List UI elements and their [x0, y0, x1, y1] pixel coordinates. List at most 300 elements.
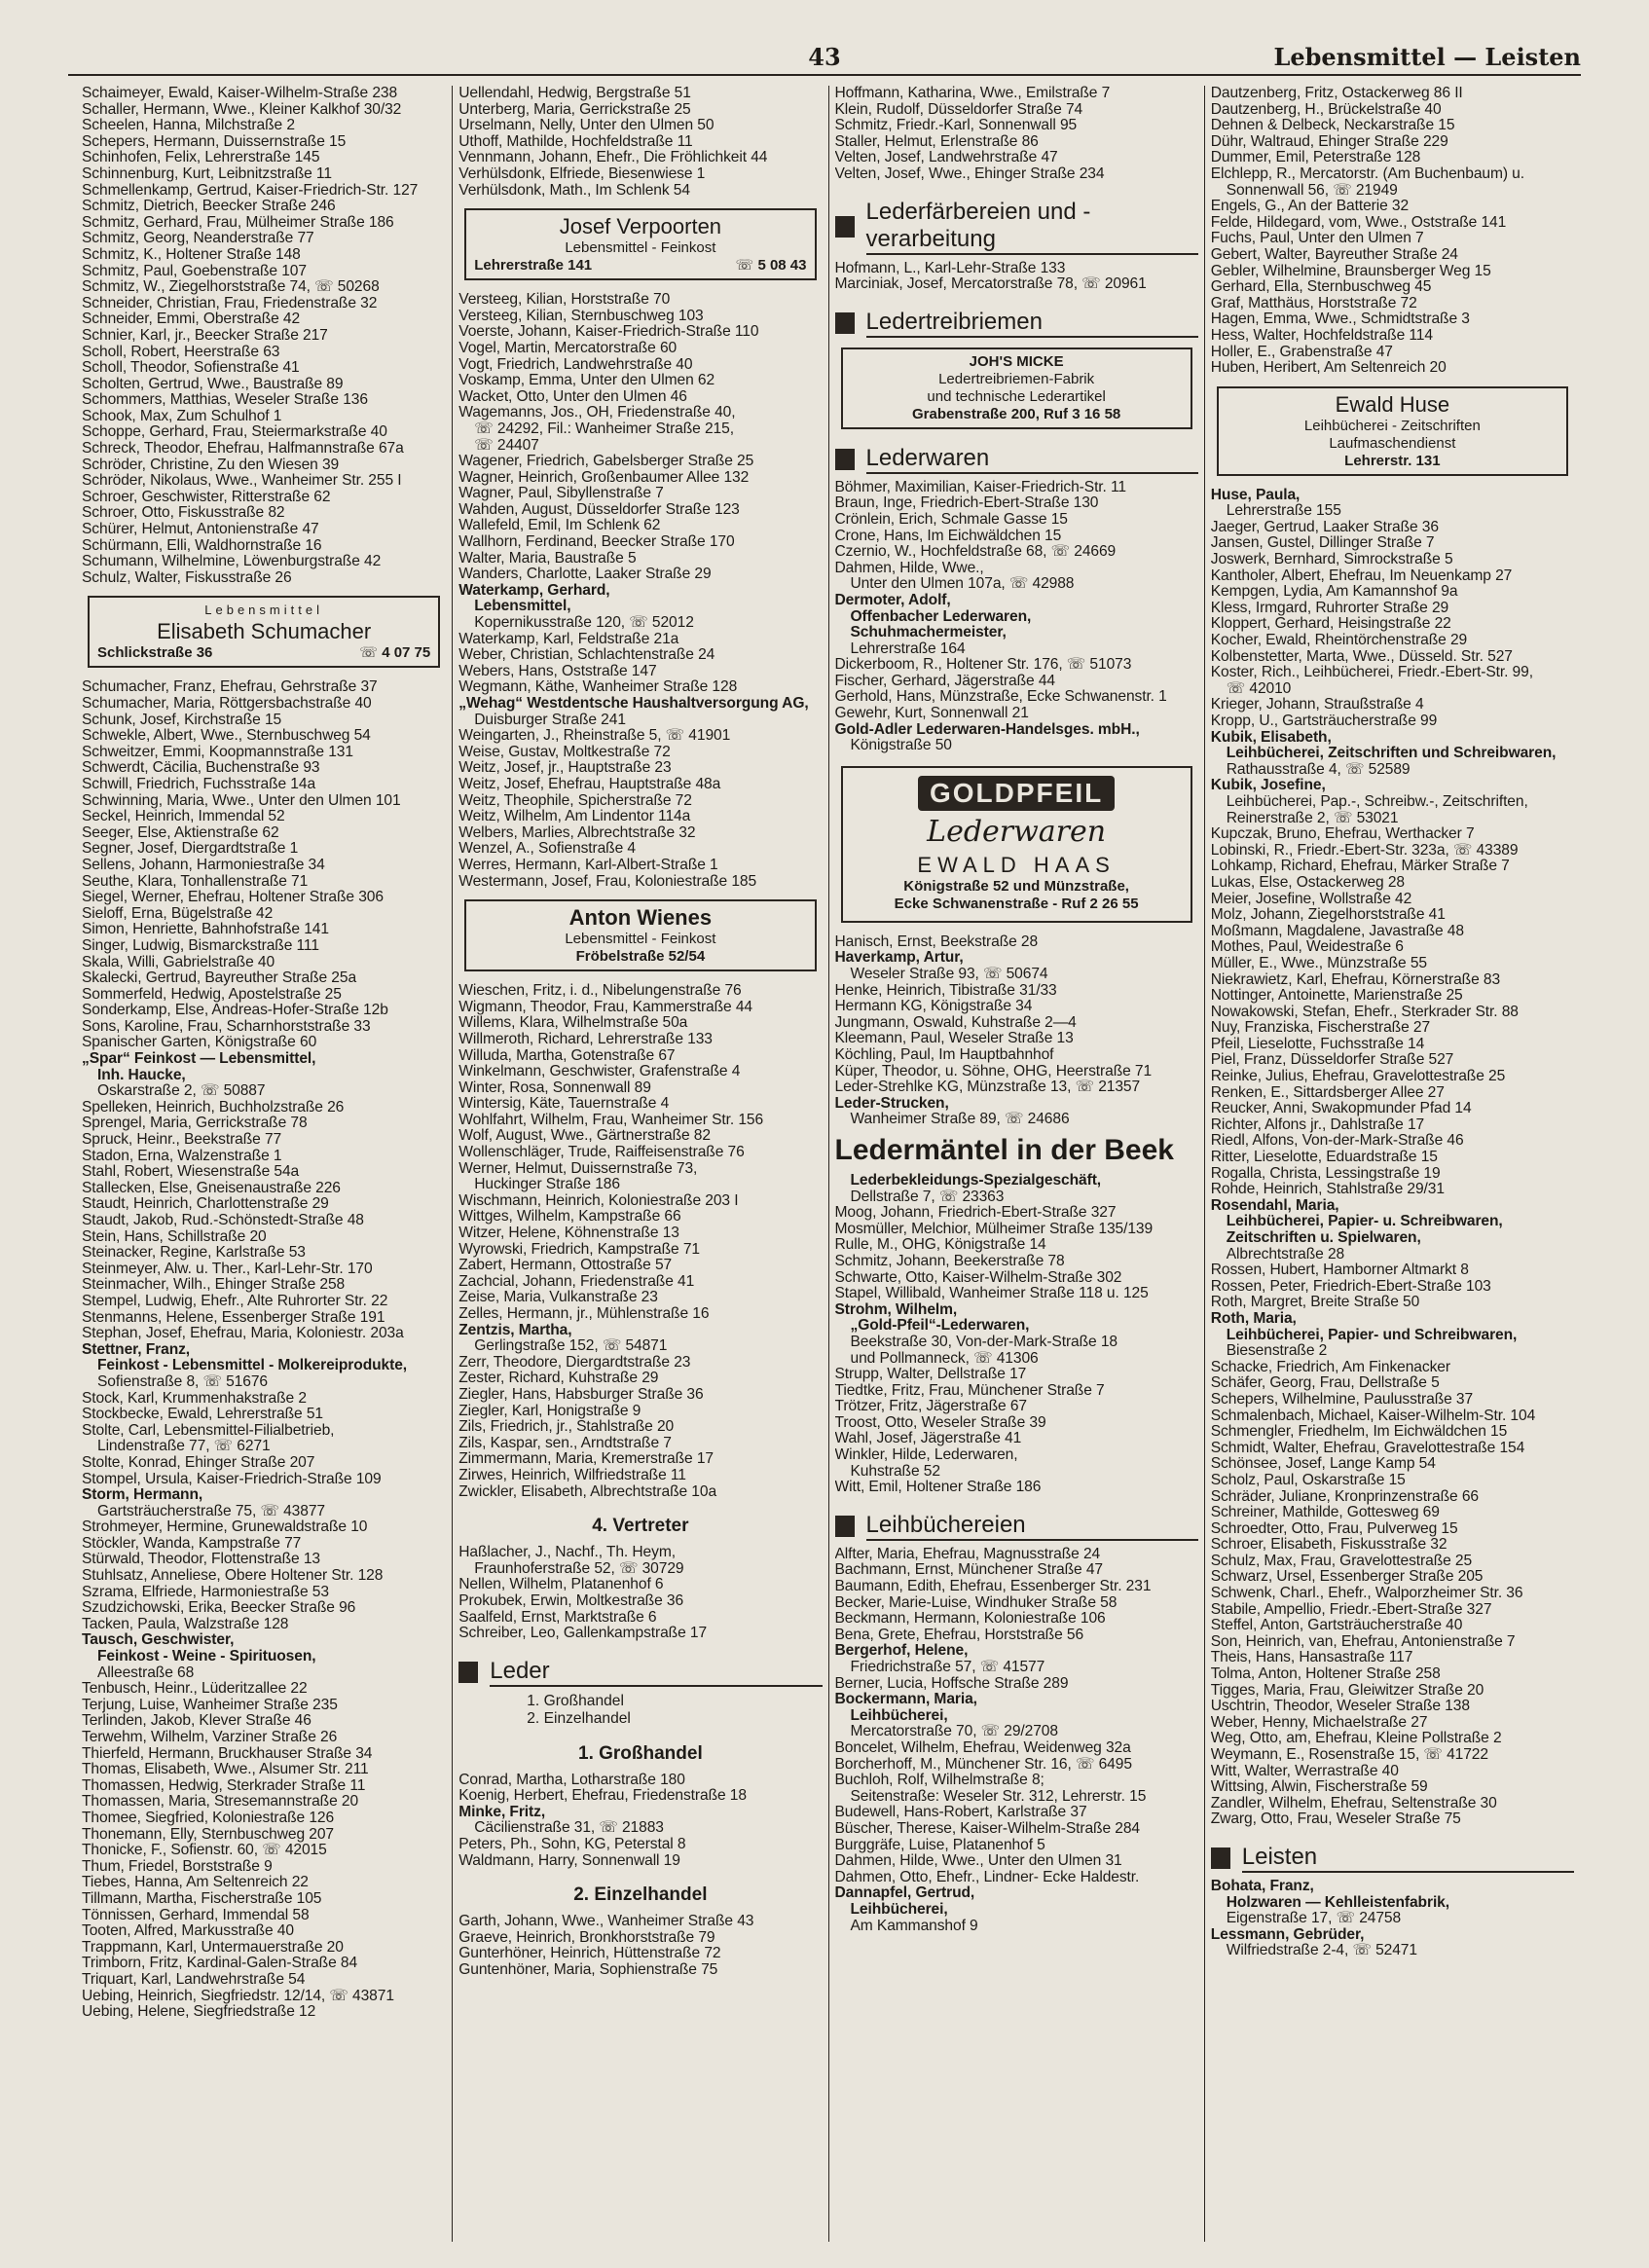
directory-entry: Moßmann, Magdalene, Javastraße 48 [1210, 923, 1464, 939]
directory-entry: Kempgen, Lydia, Am Kamannshof 9a [1210, 584, 1458, 601]
directory-entry: Stallecken, Else, Gneisenaustraße 226 [82, 1180, 341, 1196]
directory-entry: Schmellenkamp, Gertrud, Kaiser-Friedrich-Str. 127 [82, 182, 419, 199]
directory-entry: Weise, Gustav, Moltkestraße 72 [458, 744, 671, 760]
page-number: 43 [808, 43, 841, 71]
directory-entry: Schreck, Theodor, Ehefrau, Halfmannstraße 67a [82, 441, 404, 457]
directory-entry: Wallefeld, Emil, Im Schlenk 62 [458, 518, 661, 534]
directory-entry: Schönsee, Josef, Lange Kamp 54 [1210, 1456, 1436, 1473]
directory-entry: Winkler, Hilde, Lederwaren, [834, 1447, 1018, 1464]
directory-entry: „Wehag“ Westdentsche Haushaltversorgung AG, [458, 696, 809, 712]
advert-line: Laufmaschendienst [1329, 434, 1456, 452]
directory-entry: Schumacher, Maria, Röttgersbachstraße 40 [82, 696, 372, 712]
directory-entry: Thomassen, Maria, Stresemannstraße 20 [82, 1794, 359, 1811]
directory-entry: Alleestraße 68 [97, 1664, 195, 1681]
directory-entry: Troost, Otto, Weseler Straße 39 [834, 1414, 1046, 1431]
directory-entry: Schumacher, Franz, Ehefrau, Gehrstraße 37 [82, 679, 378, 696]
section-title: Leisten [1242, 1844, 1574, 1873]
section-title: Leihbüchereien [866, 1512, 1198, 1541]
directory-entry: Huse, Paula, [1210, 487, 1301, 503]
directory-entry: Leihbücherei, [850, 1901, 948, 1918]
directory-entry: Gebler, Wilhelmine, Braunsberger Weg 15 [1210, 263, 1491, 279]
directory-entry: Strohmeyer, Hermine, Grunewaldstraße 10 [82, 1519, 368, 1536]
entry-list [835, 86, 1198, 183]
directory-entry: Seckel, Heinrich, Immendal 52 [82, 809, 285, 825]
directory-entry: Stenmanns, Helene, Essenberger Straße 191 [82, 1309, 385, 1326]
directory-entry: Marciniak, Josef, Mercatorstraße 78, ☏ 20961 [834, 276, 1147, 293]
directory-entry: Schroedter, Otto, Frau, Pulverweg 15 [1210, 1520, 1458, 1537]
directory-entry: Skala, Willi, Gabrielstraße 40 [82, 954, 275, 970]
directory-entry: Piel, Franz, Düsseldorfer Straße 527 [1210, 1052, 1454, 1069]
directory-entry: Hess, Walter, Hochfeldstraße 114 [1210, 327, 1433, 344]
directory-entry: Simon, Henriette, Bahnhofstraße 141 [82, 922, 329, 938]
directory-entry: Lebensmittel, [474, 599, 571, 615]
directory-entry: Meier, Josefine, Wollstraße 42 [1210, 891, 1412, 907]
directory-entry: Sommerfeld, Hedwig, Apostelstraße 25 [82, 986, 342, 1003]
directory-entry: Wintersig, Käte, Tauernstraße 4 [458, 1096, 670, 1113]
directory-entry: Wahl, Josef, Jägerstraße 41 [834, 1431, 1022, 1447]
directory-entry: Leihbücherei, [850, 1707, 948, 1724]
column-4 [1204, 86, 1580, 2242]
directory-entry: Wischmann, Heinrich, Koloniestraße 203 I [458, 1192, 739, 1209]
directory-entry: Stürwald, Theodor, Flottenstraße 13 [82, 1552, 320, 1568]
directory-entry: Kantholer, Albert, Ehefrau, Im Neuenkamp 27 [1210, 567, 1513, 584]
directory-entry: Stolte, Konrad, Ehinger Straße 207 [82, 1454, 315, 1471]
directory-entry: Duisburger Straße 241 [474, 712, 626, 728]
section-marker-icon [835, 312, 855, 334]
advert-address: Lehrerstr. 131 [1344, 452, 1441, 469]
directory-entry: Gartsträucherstraße 75, ☏ 43877 [97, 1503, 325, 1519]
directory-entry: Stein, Hans, Schillstraße 20 [82, 1228, 267, 1245]
directory-entry: Velten, Josef, Landwehrstraße 47 [834, 150, 1058, 166]
directory-entry: Holzwaren — Kehlleistenfabrik, [1226, 1894, 1449, 1911]
directory-entry: Schepers, Hermann, Duissernstraße 15 [82, 133, 347, 150]
directory-entry: Wilfriedstraße 2-4, ☏ 52471 [1226, 1943, 1417, 1959]
directory-entry: Dahmen, Hilde, Wwe., [834, 560, 984, 576]
entry-list [458, 983, 822, 1500]
directory-entry: Niekrawietz, Karl, Ehefrau, Körnerstraße 83 [1210, 971, 1501, 988]
advert-headline: Ledermäntel in der Beek [834, 1133, 1174, 1166]
directory-entry: Schulz, Max, Frau, Gravelottestraße 25 [1210, 1553, 1473, 1569]
directory-entry: Uebing, Helene, Siegfriedstraße 12 [82, 2004, 316, 2021]
directory-entry: Waterkamp, Gerhard, [458, 582, 610, 599]
directory-entry: Dautzenberg, H., Brückelstraße 40 [1210, 101, 1442, 118]
directory-entry: Schroer, Otto, Fiskusstraße 82 [82, 505, 285, 522]
directory-entry: Stempel, Ludwig, Ehefr., Alte Ruhrorter Str. 22 [82, 1293, 388, 1309]
directory-entry: Stompel, Ursula, Kaiser-Friedrich-Straße 109 [82, 1471, 382, 1487]
directory-entry: Kocher, Ewald, Rheintörchenstraße 29 [1210, 633, 1468, 649]
entry-list [82, 86, 446, 586]
directory-entry: Dellstraße 7, ☏ 23363 [850, 1189, 1005, 1205]
advert-tagline: Lebensmittel - Feinkost [565, 931, 716, 948]
directory-entry: Zirwes, Heinrich, Wilfriedstraße 11 [458, 1467, 686, 1483]
directory-entry: Rosendahl, Maria, [1210, 1197, 1339, 1214]
directory-entry: Inh. Haucke, [97, 1067, 186, 1083]
directory-entry: Steinmeyer, Alw. u. Ther., Karl-Lehr-Str. 170 [82, 1261, 373, 1277]
directory-entry: Buchloh, Rolf, Wilhelmstraße 8; [834, 1773, 1044, 1789]
directory-entry: Roth, Maria, [1210, 1310, 1297, 1327]
directory-entry: Waldmann, Harry, Sonnenwall 19 [458, 1852, 680, 1869]
directory-entry: und Pollmanneck, ☏ 41306 [850, 1350, 1039, 1367]
entry-list [458, 292, 822, 890]
directory-entry: Bena, Grete, Ehefrau, Horststraße 56 [834, 1627, 1084, 1643]
directory-entry: Joswerk, Bernhard, Simrockstraße 5 [1210, 552, 1453, 568]
directory-entry: Leder-Strucken, [834, 1095, 949, 1112]
directory-entry: Graf, Matthäus, Horststraße 72 [1210, 295, 1417, 311]
column-1 [76, 86, 452, 2242]
advert-phone: ☏ 5 08 43 [735, 257, 807, 274]
directory-entry: Dühr, Waltraud, Ehinger Straße 229 [1210, 133, 1448, 150]
directory-entry: Mercatorstraße 70, ☏ 29/2708 [850, 1724, 1058, 1740]
directory-entry: Schnier, Karl, jr., Beecker Straße 217 [82, 327, 328, 344]
directory-entry: Seitenstraße: Weseler Str. 312, Lehrerstr. 15 [850, 1788, 1147, 1805]
directory-entry: Bachmann, Ernst, Münchener Straße 47 [834, 1562, 1103, 1579]
directory-entry: Schwarte, Otto, Kaiser-Wilhelm-Straße 302 [834, 1269, 1122, 1286]
directory-entry: Fischer, Gerhard, Jägerstraße 44 [834, 673, 1055, 689]
directory-entry: Wanheimer Straße 89, ☏ 24686 [850, 1112, 1070, 1128]
directory-entry: Tenbusch, Heinr., Lüderitzallee 22 [82, 1681, 308, 1698]
directory-entry: Am Kammanshof 9 [850, 1918, 978, 1934]
advert-name: Elisabeth Schumacher [157, 619, 372, 644]
directory-entry: Versteeg, Kilian, Sternbuschweg 103 [458, 308, 704, 324]
section-marker-icon [835, 216, 855, 238]
directory-entry: Uthoff, Mathilde, Hochfeldstraße 11 [458, 133, 693, 150]
directory-entry: Vogel, Martin, Mercatorstraße 60 [458, 340, 678, 356]
directory-entry: Kubik, Elisabeth, [1210, 729, 1332, 746]
directory-entry: Steinacker, Regine, Karlstraße 53 [82, 1245, 306, 1262]
directory-entry: Spelleken, Heinrich, Buchholzstraße 26 [82, 1099, 345, 1116]
directory-entry: Strupp, Walter, Dellstraße 17 [834, 1367, 1027, 1383]
directory-entry: Prokubek, Erwin, Moltkestraße 36 [458, 1592, 684, 1609]
directory-entry: Molz, Johann, Ziegelhorststraße 41 [1210, 907, 1446, 924]
directory-entry: Stolte, Carl, Lebensmittel-Filialbetrieb, [82, 1422, 335, 1439]
directory-entry: Skalecki, Gertrud, Bayreuther Straße 25a [82, 970, 357, 987]
section-marker-icon [1211, 1847, 1230, 1869]
directory-entry: Weber, Henny, Michaelstraße 27 [1210, 1714, 1428, 1731]
directory-entry: Staudt, Jakob, Rud.-Schönstedt-Straße 48 [82, 1213, 364, 1228]
directory-entry: Lehrerstraße 155 [1226, 503, 1341, 520]
advert-micke [841, 348, 1192, 429]
directory-entry: Weseler Straße 93, ☏ 50674 [850, 967, 1048, 983]
advert-schumacher [88, 596, 440, 668]
directory-entry: Conrad, Martha, Lotharstraße 180 [458, 1772, 685, 1788]
directory-entry: Szudzichowski, Erika, Beecker Straße 96 [82, 1600, 356, 1617]
directory-entry: ☏ 24407 [474, 437, 539, 454]
directory-entry: Gerhold, Hans, Münzstraße, Ecke Schwanenstr. 1 [834, 689, 1167, 706]
directory-entry: „Spar“ Feinkost — Lebensmittel, [82, 1051, 316, 1068]
directory-entry: Budewell, Hans-Robert, Karlstraße 37 [834, 1805, 1087, 1821]
directory-entry: Sofienstraße 8, ☏ 51676 [97, 1373, 268, 1390]
directory-entry: Tolma, Anton, Holtener Straße 258 [1210, 1666, 1441, 1683]
section-heading-leisten [1211, 1844, 1574, 1873]
directory-entry: Koster, Rich., Leihbücherei, Friedr.-Ebert-Str. 99, [1210, 665, 1533, 681]
directory-entry: Stock, Karl, Krummenhakstraße 2 [82, 1390, 307, 1407]
directory-entry: Stuhlsatz, Anneliese, Obere Holtener Str. 128 [82, 1568, 384, 1585]
directory-entry: Boncelet, Wilhelm, Ehefrau, Weidenweg 32a [834, 1739, 1131, 1756]
directory-entry: Berner, Lucia, Hoffsche Straße 289 [834, 1675, 1069, 1692]
directory-entry: Tönnissen, Gerhard, Immendal 58 [82, 1907, 310, 1923]
directory-entry: Nowakowski, Stefan, Ehefr., Sterkrader Str. 88 [1210, 1004, 1519, 1020]
section-marker-icon [835, 449, 855, 470]
directory-entry: Küper, Theodor, u. Söhne, OHG, Heerstraße 71 [834, 1063, 1153, 1079]
section-title: Lederfärbereien und -verarbeitung [866, 199, 1198, 255]
directory-entry: Szrama, Elfriede, Harmoniestraße 53 [82, 1584, 329, 1600]
advert-address: Königstraße 52 und Münzstraße, [903, 877, 1129, 895]
directory-entry: Voskamp, Emma, Unter den Ulmen 62 [458, 373, 715, 389]
section-marker-icon [458, 1662, 478, 1683]
directory-entry: Seuthe, Klara, Tonhallenstraße 71 [82, 873, 309, 890]
directory-entry: Hanisch, Ernst, Beekstraße 28 [834, 933, 1039, 950]
directory-entry: Schulz, Walter, Fiskusstraße 26 [82, 569, 292, 586]
directory-entry: Spanischer Garten, Königstraße 60 [82, 1035, 317, 1051]
directory-entry: Schwerdt, Cäcilia, Buchenstraße 93 [82, 760, 320, 777]
directory-entry: Wittges, Wilhelm, Kampstraße 66 [458, 1209, 681, 1225]
directory-entry: Zachcial, Johann, Friedenstraße 41 [458, 1273, 695, 1290]
directory-entry: Schmitz, Dietrich, Beecker Straße 246 [82, 199, 336, 215]
entry-list [1211, 488, 1574, 1828]
directory-entry: Werner, Helmut, Duissernstraße 73, [458, 1160, 698, 1177]
directory-entry: Henke, Heinrich, Tibistraße 31/33 [834, 982, 1057, 999]
directory-entry: Gerhard, Ella, Sternbuschweg 45 [1210, 279, 1432, 296]
directory-entry: Scholl, Robert, Heerstraße 63 [82, 344, 280, 360]
running-head: Lebensmittel — Leisten [1273, 43, 1581, 71]
directory-entry: Zelles, Hermann, jr., Mühlenstraße 16 [458, 1306, 710, 1322]
directory-entry: Reinerstraße 2, ☏ 53021 [1226, 810, 1399, 826]
entry-list [82, 679, 446, 2020]
directory-entry: ☏ 42010 [1226, 680, 1292, 697]
directory-entry: Wieschen, Fritz, i. d., Nibelungenstraße 76 [458, 983, 742, 1000]
directory-entry: Weymann, E., Rosenstraße 15, ☏ 41722 [1210, 1747, 1488, 1763]
directory-entry: Riedl, Alfons, Von-der-Mark-Straße 46 [1210, 1133, 1464, 1150]
directory-entry: Schwill, Friedrich, Fuchsstraße 14a [82, 776, 316, 792]
directory-entry: Weingarten, J., Rheinstraße 5, ☏ 41901 [458, 728, 731, 745]
entry-list [835, 480, 1198, 754]
directory-entry: Thonemann, Elly, Sternbuschweg 207 [82, 1826, 334, 1843]
directory-entry: Voerste, Johann, Kaiser-Friedrich-Straße 110 [458, 324, 759, 341]
directory-entry: Schinhofen, Felix, Lehrerstraße 145 [82, 150, 320, 166]
directory-entry: Schäfer, Georg, Frau, Dellstraße 5 [1210, 1375, 1440, 1392]
directory-entry: Winter, Rosa, Sonnenwall 89 [458, 1079, 651, 1096]
directory-entry: Sprengel, Maria, Gerrickstraße 78 [82, 1116, 308, 1132]
directory-entry: Thonicke, F., Sofienstr. 60, ☏ 42015 [82, 1843, 327, 1859]
directory-entry: Uebing, Heinrich, Siegfriedstr. 12/14, ☏ 43871 [82, 1988, 394, 2004]
directory-entry: Lederbekleidungs-Spezialgeschäft, [850, 1172, 1102, 1189]
directory-entry: Köchling, Paul, Im Hauptbahnhof [834, 1047, 1054, 1063]
advert-huse [1217, 386, 1568, 476]
section-title: Lederwaren [866, 445, 1198, 474]
directory-entry: Elchlepp, R., Mercatorstr. (Am Buchenbaum) u. [1210, 165, 1524, 182]
directory-entry: Schinnenburg, Kurt, Leibnitzstraße 11 [82, 165, 332, 182]
directory-entry: Holler, E., Grabenstraße 47 [1210, 344, 1393, 360]
directory-entry: Engels, G., An der Batterie 32 [1210, 199, 1410, 215]
directory-entry: Biesenstraße 2 [1226, 1343, 1328, 1360]
directory-entry: Zils, Friedrich, jr., Stahlstraße 20 [458, 1419, 675, 1436]
directory-entry: Minke, Fritz, [458, 1804, 546, 1820]
directory-entry: Terjung, Luise, Wanheimer Straße 235 [82, 1697, 338, 1713]
directory-entry: Kopernikusstraße 120, ☏ 52012 [474, 615, 694, 632]
directory-entry: Westermann, Josef, Frau, Koloniestraße 185 [458, 873, 757, 890]
entry-list [1211, 86, 1574, 377]
advert-verpoorten [464, 208, 816, 280]
directory-entry: Schmalenbach, Michael, Kaiser-Wilhelm-Str. 104 [1210, 1408, 1536, 1424]
directory-entry: Bohata, Franz, [1210, 1878, 1314, 1894]
directory-entry: Haßlacher, J., Nachf., Th. Heym, [458, 1545, 676, 1561]
directory-entry: Richter, Alfons jr., Dahlstraße 17 [1210, 1116, 1425, 1133]
directory-entry: Reucker, Anni, Swakopmunder Pfad 14 [1210, 1101, 1472, 1117]
directory-entry: Willmeroth, Richard, Lehrerstraße 133 [458, 1031, 713, 1047]
directory-entry: Lukas, Else, Ostackerweg 28 [1210, 874, 1405, 891]
advert-name: Josef Verpoorten [559, 214, 722, 239]
directory-entry: Gunterhöner, Heinrich, Hüttenstraße 72 [458, 1946, 721, 1962]
advert-line: Ledertreibriemen-Fabrik [938, 370, 1095, 387]
directory-entry: Schook, Max, Zum Schulhof 1 [82, 408, 282, 424]
advert-name: Anton Wienes [568, 905, 713, 931]
directory-entry: Kless, Irmgard, Ruhrorter Straße 29 [1210, 600, 1449, 616]
goldpfeil-logo: GOLDPFEIL [918, 776, 1115, 811]
directory-entry: Czernio, W., Hochfeldstraße 68, ☏ 24669 [834, 544, 1117, 561]
subsection-heading: 2. Einzelhandel [573, 1884, 708, 1906]
directory-entry: Dermoter, Adolf, [834, 592, 951, 608]
directory-entry: Schuhmachermeister, [850, 625, 1007, 641]
toc-list [458, 1693, 822, 1728]
advert-street: Lehrerstraße 141 [474, 257, 593, 274]
directory-entry: Schmidt, Walter, Ehefrau, Gravelottestraße 154 [1210, 1440, 1525, 1456]
directory-entry: Jansen, Gustel, Dillinger Straße 7 [1210, 535, 1435, 552]
directory-entry: Wittsing, Alwin, Fischerstraße 59 [1210, 1779, 1428, 1796]
directory-entry: Fuchs, Paul, Unter den Ulmen 7 [1210, 231, 1424, 247]
directory-entry: Zentzis, Martha, [458, 1322, 572, 1338]
directory-entry: Alfter, Maria, Ehefrau, Magnusstraße 24 [834, 1546, 1101, 1562]
directory-entry: Rogalla, Christa, Lessingstraße 19 [1210, 1165, 1441, 1182]
directory-entry: Schacke, Friedrich, Am Finkenacker [1210, 1359, 1450, 1375]
directory-entry: „Gold-Pfeil“-Lederwaren, [850, 1318, 1030, 1335]
directory-entry: Nottinger, Antoinette, Marienstraße 25 [1210, 988, 1463, 1005]
directory-entry: Weber, Christian, Schlachtenstraße 24 [458, 647, 715, 664]
directory-entry: Schmitz, Friedr.-Karl, Sonnenwall 95 [834, 118, 1078, 134]
directory-entry: Schaller, Hermann, Wwe., Kleiner Kalkhof 30/32 [82, 101, 402, 118]
directory-entry: Witt, Walter, Werrastraße 40 [1210, 1763, 1399, 1779]
directory-entry: Becker, Marie-Luise, Windhuker Straße 58 [834, 1594, 1118, 1611]
directory-entry: Lobinski, R., Friedr.-Ebert-Str. 323a, ☏ 43389 [1210, 842, 1519, 859]
directory-entry: Schaimeyer, Ewald, Kaiser-Wilhelm-Straße 238 [82, 86, 398, 101]
directory-entry: Lessmann, Gebrüder, [1210, 1926, 1365, 1943]
directory-entry: Schwarz, Ursel, Essenberger Straße 205 [1210, 1569, 1484, 1586]
directory-entry: Schroer, Geschwister, Ritterstraße 62 [82, 489, 331, 505]
directory-entry: ☏ 24292, Fil.: Wanheimer Straße 215, [474, 421, 734, 437]
directory-entry: Waterkamp, Karl, Feldstraße 21a [458, 631, 679, 647]
advert-script: Lederwaren [927, 814, 1107, 849]
directory-entry: Kubik, Josefine, [1210, 778, 1326, 794]
directory-entry: Scheelen, Hanna, Milchstraße 2 [82, 118, 295, 134]
directory-entry: Gold-Adler Lederwaren-Handelsges. mbH., [834, 721, 1140, 738]
toc-item: 1. Großhandel [527, 1692, 624, 1709]
directory-entry: Schröder, Christine, Zu den Wiesen 39 [82, 457, 340, 473]
directory-entry: Strohm, Wilhelm, [834, 1301, 958, 1318]
directory-entry: Willuda, Martha, Gotenstraße 67 [458, 1047, 676, 1064]
advert-tagline: Lebensmittel [204, 603, 323, 618]
directory-entry: Sonnenwall 56, ☏ 21949 [1226, 182, 1398, 199]
directory-entry: Lehrerstraße 164 [850, 640, 966, 657]
directory-entry: Schumann, Wilhelmine, Löwenburgstraße 42 [82, 554, 382, 570]
directory-entry: Sieloff, Erna, Bügelstraße 42 [82, 905, 274, 922]
directory-entry: Segner, Josef, Diergardtstraße 1 [82, 841, 299, 858]
directory-entry: Stabile, Ampellio, Friedr.-Ebert-Straße 327 [1210, 1601, 1492, 1618]
directory-entry: Winkelmann, Geschwister, Grafenstraße 4 [458, 1064, 741, 1080]
directory-entry: Wacket, Otto, Unter den Ulmen 46 [458, 388, 687, 405]
advert-name: Ewald Huse [1335, 391, 1450, 417]
directory-entry: Dahmen, Otto, Ehefr., Lindner- Ecke Haldestr. [834, 1869, 1140, 1885]
directory-entry: Stapel, Willibald, Wanheimer Straße 118 u. 125 [834, 1286, 1149, 1302]
directory-entry: Mothes, Paul, Weidestraße 6 [1210, 939, 1404, 956]
directory-entry: Thum, Friedel, Borststraße 9 [82, 1858, 273, 1875]
directory-entry: Wagner, Paul, Sibyllenstraße 7 [458, 486, 664, 502]
advert-name: JOH'S MICKE [969, 352, 1064, 370]
directory-entry: Burggräfe, Luise, Platanenhof 5 [834, 1837, 1045, 1853]
directory-entry: Huckinger Straße 186 [474, 1177, 620, 1193]
directory-entry: Schwenk, Charl., Ehefr., Walporzheimer Str. 36 [1210, 1586, 1523, 1602]
directory-entry: Schmitz, W., Ziegelhorststraße 74, ☏ 50268 [82, 279, 380, 296]
directory-entry: Wanders, Charlotte, Laaker Straße 29 [458, 567, 712, 583]
directory-entry: Kropp, U., Gartsträucherstraße 99 [1210, 713, 1438, 729]
subsection-heading: 4. Vertreter [592, 1516, 689, 1537]
directory-entry: Thierfeld, Hermann, Bruckhauser Straße 34 [82, 1745, 373, 1762]
directory-entry: Hofmann, L., Karl-Lehr-Straße 133 [834, 260, 1066, 276]
directory-entry: Weitz, Josef, Ehefrau, Hauptstraße 48a [458, 776, 721, 792]
advert-street: Schlickstraße 36 [97, 644, 213, 662]
directory-entry: Zwarg, Otto, Frau, Weseler Straße 75 [1210, 1811, 1461, 1828]
directory-entry: Zeise, Maria, Vulkanstraße 23 [458, 1290, 658, 1306]
directory-entry: Renken, E., Sittardsberger Allee 27 [1210, 1084, 1445, 1101]
directory-entry: Uellendahl, Hedwig, Bergstraße 51 [458, 86, 691, 101]
directory-entry: Ritter, Lieselotte, Eduardstraße 15 [1210, 1150, 1438, 1166]
entry-list [1211, 1879, 1574, 1959]
entry-list [458, 86, 822, 199]
directory-entry: Singer, Ludwig, Bismarckstraße 111 [82, 937, 319, 954]
entry-list [835, 1173, 1198, 1496]
directory-entry: Stahl, Robert, Wiesenstraße 54a [82, 1164, 300, 1181]
directory-entry: Peters, Ph., Sohn, KG, Peterstal 8 [458, 1837, 686, 1853]
directory-entry: Schoppe, Gerhard, Frau, Steiermarkstraße 40 [82, 424, 387, 441]
directory-entry: Dehnen & Delbeck, Neckarstraße 15 [1210, 118, 1455, 134]
directory-entry: Leihbücherei, Papier- u. Schreibwaren, [1226, 1214, 1503, 1230]
directory-entry: Schneider, Christian, Frau, Friedenstraße 32 [82, 295, 378, 311]
directory-entry: Reinke, Julius, Ehefrau, Gravelottestraße 25 [1210, 1069, 1506, 1085]
directory-entry: Wolf, August, Wwe., Gärtnerstraße 82 [458, 1128, 711, 1145]
directory-entry: Schepers, Wilhelmine, Paulusstraße 37 [1210, 1391, 1474, 1408]
directory-entry: Jaeger, Gertrud, Laaker Straße 36 [1210, 519, 1439, 535]
directory-entry: Baumann, Edith, Ehefrau, Essenberger Str. 231 [834, 1579, 1152, 1595]
directory-entry: Bockermann, Maria, [834, 1692, 977, 1708]
directory-entry: Schreiber, Leo, Gallenkampstraße 17 [458, 1626, 708, 1642]
directory-entry: Nuy, Franziska, Fischerstraße 27 [1210, 1020, 1431, 1037]
directory-entry: Weitz, Wilhelm, Am Lindentor 114a [458, 809, 691, 825]
directory-entry: Bergerhof, Helene, [834, 1643, 969, 1660]
advert-line: und technische Lederartikel [927, 387, 1106, 405]
directory-entry: Schunk, Josef, Kirchstraße 15 [82, 712, 282, 728]
directory-entry: Ziegler, Karl, Honigstraße 9 [458, 1403, 641, 1419]
directory-entry: Stöckler, Wanda, Kampstraße 77 [82, 1535, 302, 1552]
directory-entry: Schmitz, Georg, Neanderstraße 77 [82, 231, 314, 247]
directory-entry: Scholz, Paul, Oskarstraße 15 [1210, 1472, 1406, 1488]
directory-entry: Nellen, Wilhelm, Platanenhof 6 [458, 1577, 664, 1593]
directory-entry: Saalfeld, Ernst, Marktstraße 6 [458, 1609, 657, 1626]
directory-entry: Weg, Otto, am, Ehefrau, Kleine Pollstraße 2 [1210, 1731, 1502, 1747]
directory-entry: Wahden, August, Düsseldorfer Straße 123 [458, 501, 740, 518]
directory-entry: Werres, Hermann, Karl-Albert-Straße 1 [458, 857, 718, 873]
advert-tagline: Lebensmittel - Feinkost [565, 239, 716, 257]
directory-entry: Vennmann, Johann, Ehefr., Die Fröhlichkeit 44 [458, 150, 768, 166]
directory-entry: Böhmer, Maximilian, Kaiser-Friedrich-Str. 11 [834, 479, 1126, 495]
section-heading-leihbuechereien [835, 1512, 1198, 1541]
